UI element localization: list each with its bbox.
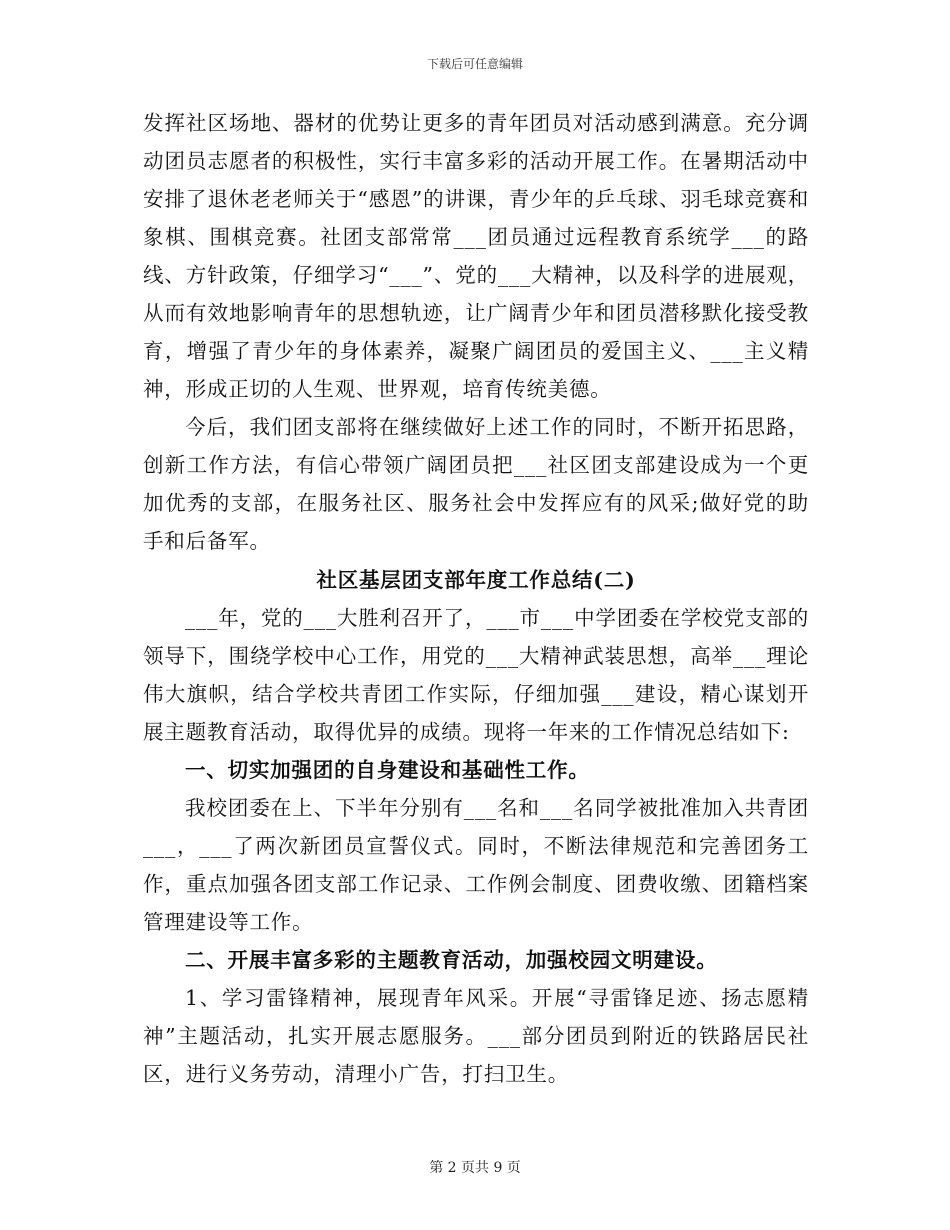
section-title: 社区基层团支部年度工作总结(二) [316, 568, 636, 592]
paragraph: 今后，我们团支部将在继续做好上述工作的同时，不断开拓思路，创新工作方法，有信心带领广阔团员把___社区团支部建设成为一个更加优秀的支部，在服务社区、服务社会中发挥应有的风采;做好党的助手和后备军。 [143, 415, 809, 553]
section-heading: 一、切实加强团的自身建设和基础性工作。 [185, 758, 590, 782]
page-number: 第 2 页共 9 页 [429, 1160, 521, 1176]
paragraph: 发挥社区场地、器材的优势让更多的青年团员对活动感到满意。充分调动团员志愿者的积极性，实行丰富多彩的活动开展工作。在暑期活动中安排了退休老老师关于“感恩”的讲课，青少年的乒乓球、羽毛球竞赛和象棋、围棋竞赛。社团支部常常___团员通过远程教育系统学___的路线、方针政策，仔细学习“___”、党的___大精神，以及科学的进展观，从而有效地影响青年的思想轨迹，让广阔青少年和团员潜移默化接受教育，增强了青少年的身体素养，凝聚广阔团员的爱国主义、___主义精神，形成正切的人生观、世界观，培育传统美德。 [143, 111, 809, 401]
paragraph: 1、学习雷锋精神，展现青年风采。开展“寻雷锋足迹、扬志愿精神”主题活动，扎实开展志愿服务。___部分团员到附近的铁路居民社区，进行义务劳动，清理小广告，打扫卫生。 [143, 986, 809, 1086]
paragraph: 我校团委在上、下半年分别有___名和___名同学被批准加入共青团___，___了两次新团员宣誓仪式。同时，不断法律规范和完善团务工作，重点加强各团支部工作记录、工作例会制度、团费收缴、团籍档案管理建设等工作。 [143, 796, 809, 934]
page-header-note: 下载后可任意编辑 [426, 57, 523, 71]
paragraph: ___年，党的___大胜利召开了，___市___中学团委在学校党支部的领导下，围绕学校中心工作，用党的___大精神武装思想，高举___理论伟大旗帜，结合学校共青团工作实际，仔细加强___建设，精心谋划开展主题教育活动，取得优异的成绩。现将一年来的工作情况总结如下: [143, 606, 809, 744]
document-body [143, 104, 809, 1093]
section-heading: 二、开展丰富多彩的主题教育活动，加强校园文明建设。 [185, 948, 718, 972]
